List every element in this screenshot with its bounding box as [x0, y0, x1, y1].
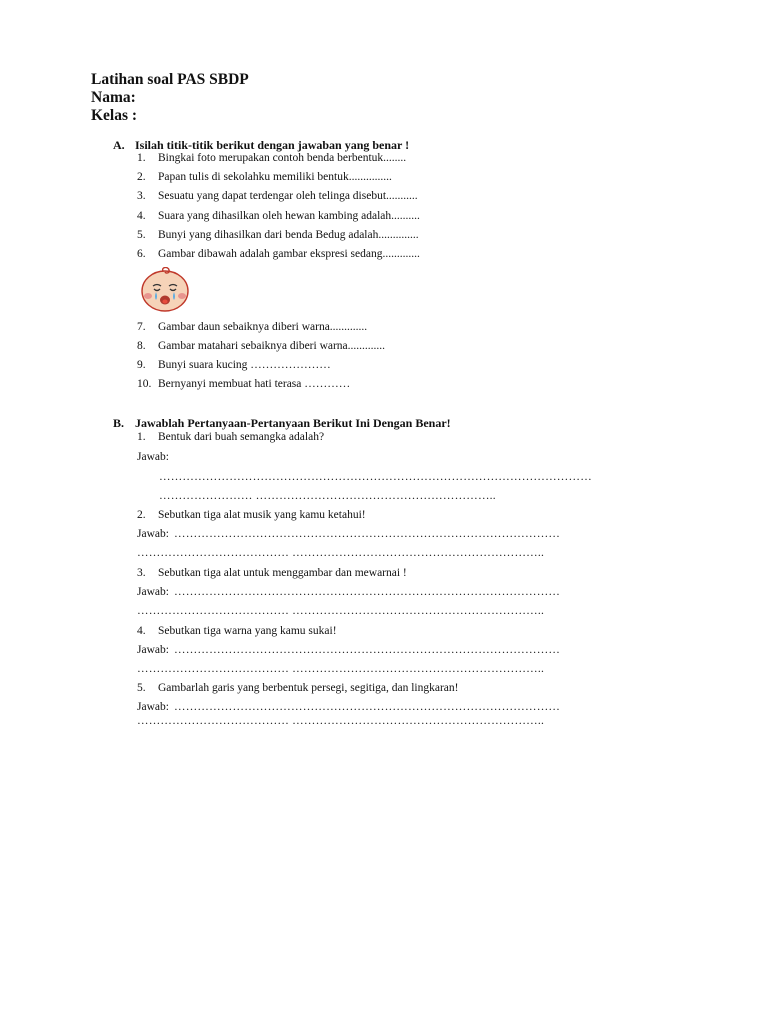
question-3 [137, 566, 407, 580]
answer-label: Jawab: [137, 451, 169, 463]
answer-label: Jawab: [137, 644, 169, 656]
item-number: 5. [137, 229, 146, 241]
item-text: Bunyi yang dihasilkan dari benda Bedug adalah.............. [158, 229, 419, 241]
answer-line: ………………………………………………………………………………………………… [159, 471, 592, 483]
section-b-letter: B. [113, 416, 125, 430]
name-label: Nama: [91, 89, 136, 106]
item-number: 3. [137, 567, 146, 579]
item-text: Gambar daun sebaiknya diberi warna............. [158, 321, 368, 333]
list-item [137, 151, 406, 165]
item-text: Bunyi suara kucing ………………… [158, 359, 331, 371]
item-text: Gambar dibawah adalah gambar ekspresi sedang............. [158, 248, 420, 260]
list-item [137, 209, 420, 223]
list-item [137, 377, 350, 391]
list-item [137, 247, 420, 261]
question-2 [137, 508, 366, 522]
item-text: Bernyanyi membuat hati terasa ………… [158, 378, 351, 390]
crying-baby-face-icon [139, 267, 191, 313]
answer-label: Jawab: [137, 586, 169, 598]
item-text: Papan tulis di sekolahku memiliki bentuk............... [158, 171, 392, 183]
answer-label: Jawab: [137, 528, 169, 540]
item-text: Suara yang dihasilkan oleh hewan kambing adalah.......... [158, 210, 420, 222]
question-1 [137, 430, 324, 444]
list-item [137, 189, 418, 203]
question-5 [137, 681, 459, 695]
list-item [137, 228, 419, 242]
section-a-letter: A. [113, 138, 125, 152]
question-text: Sebutkan tiga warna yang kamu sukai! [158, 625, 337, 637]
answer-line: ……………………………………………………………………………………… [174, 586, 561, 598]
section-b-heading [113, 416, 451, 431]
answer-line: ……………………………………………………………………………………… [174, 528, 561, 540]
item-number: 4. [137, 210, 146, 222]
list-item [137, 339, 385, 353]
list-item [137, 320, 367, 334]
section-a-title: Isilah titik-titik berikut dengan jawaban yang benar ! [135, 138, 410, 152]
answer-label: Jawab: [137, 701, 169, 713]
item-number: 6. [137, 248, 146, 260]
item-number: 1. [137, 152, 146, 164]
question-4 [137, 624, 337, 638]
answer-line: ………………………………… ……………………………………………………….. [137, 663, 545, 675]
item-number: 5. [137, 682, 146, 694]
item-text: Bingkai foto merupakan contoh benda berbentuk........ [158, 152, 407, 164]
item-number: 2. [137, 171, 146, 183]
list-item [137, 170, 392, 184]
item-number: 4. [137, 625, 146, 637]
section-b-title: Jawablah Pertanyaan-Pertanyaan Berikut Ini Dengan Benar! [135, 416, 451, 430]
question-text: Bentuk dari buah semangka adalah? [158, 431, 325, 443]
item-number: 8. [137, 340, 146, 352]
question-text: Sebutkan tiga alat musik yang kamu ketahui! [158, 509, 366, 521]
item-number: 1. [137, 431, 146, 443]
item-number: 2. [137, 509, 146, 521]
question-text: Sebutkan tiga alat untuk menggambar dan mewarnai ! [158, 567, 407, 579]
question-text: Gambarlah garis yang berbentuk persegi, segitiga, dan lingkaran! [158, 682, 459, 694]
answer-line: ……………………………………………………………………………………… [174, 644, 561, 656]
class-label: Kelas : [91, 107, 138, 124]
list-item [137, 358, 331, 372]
item-text: Sesuatu yang dapat terdengar oleh telinga disebut........... [158, 190, 418, 202]
item-number: 10. [137, 378, 152, 390]
item-text: Gambar matahari sebaiknya diberi warna............. [158, 340, 386, 352]
item-number: 7. [137, 321, 146, 333]
answer-line: ………………………………… ……………………………………………………….. [137, 547, 545, 559]
answer-line: ………………………………… ……………………………………………………….. [137, 715, 545, 727]
item-number: 9. [137, 359, 146, 371]
item-number: 3. [137, 190, 146, 202]
answer-line: ………………………………… ……………………………………………………….. [137, 605, 545, 617]
answer-line: …………………… …………………………………………………….. [159, 490, 496, 502]
page-title: Latihan soal PAS SBDP [91, 71, 249, 88]
answer-line: ……………………………………………………………………………………… [174, 701, 561, 713]
